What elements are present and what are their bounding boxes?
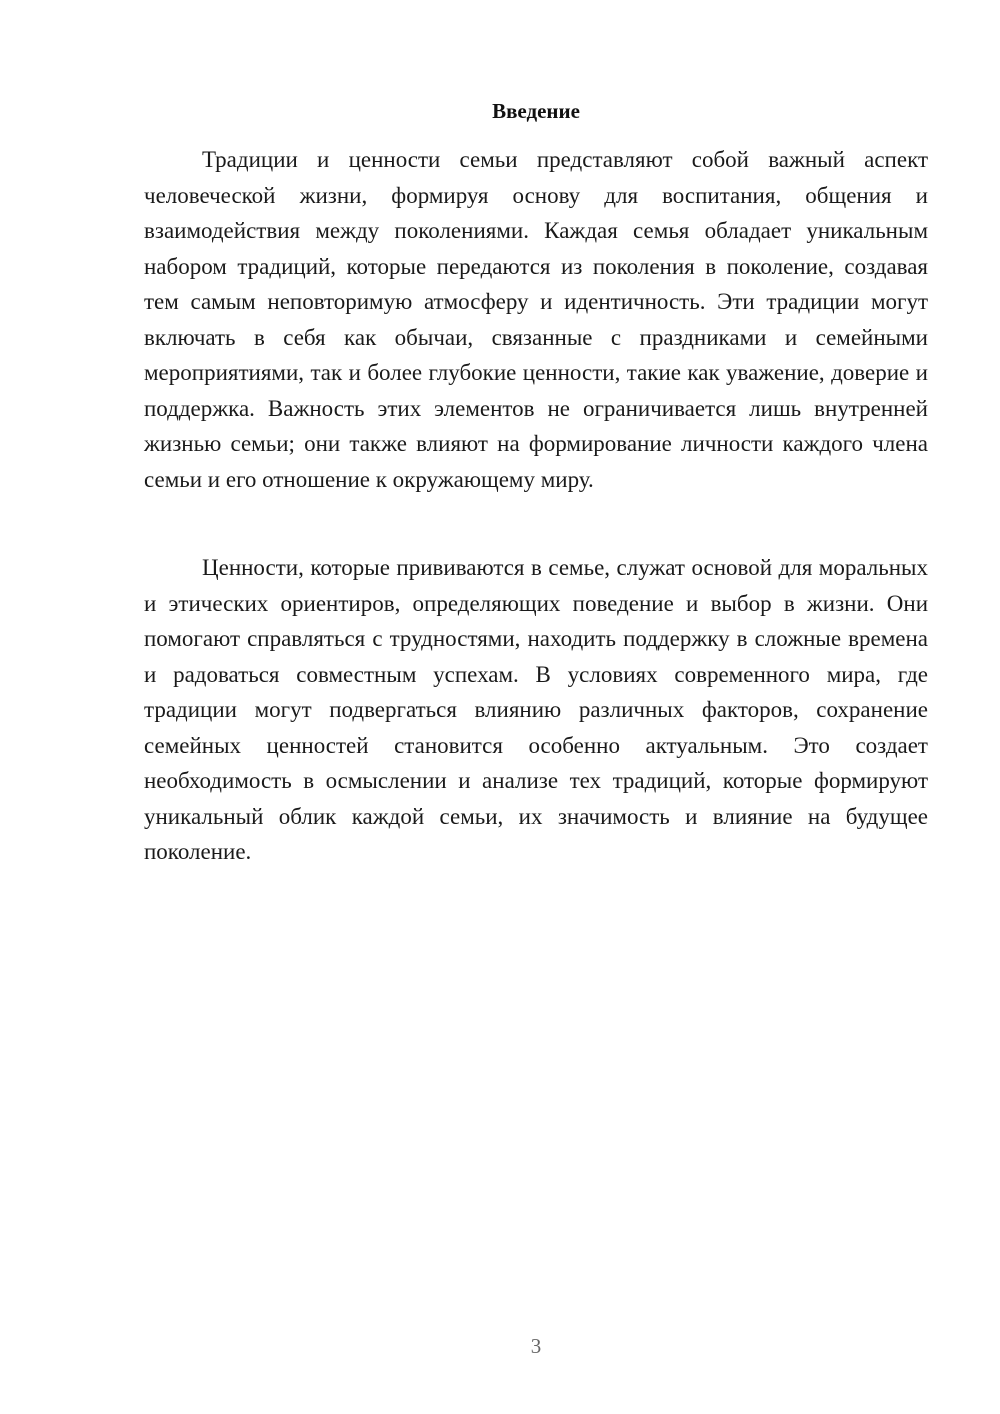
section-heading: Введение (492, 99, 580, 123)
paragraph-2: Ценности, которые прививаются в семье, служат основой для моральных и этических ориентиров, определяющих поведение и выбор в жизни. Они помогают справляться с трудностями, находить поддержку в сложные времена и радоваться совместным успехам. В условиях современного мира, где традиции могут подвергаться влиянию различных факторов, сохранение семейных ценностей становится особенно актуальным. Это создает необходимость в осмыслении и анализе тех традиций, которые формируют уникальный облик каждой семьи, их значимость и влияние на будущее поколение. (144, 555, 928, 864)
paragraph-1: Традиции и ценности семьи представляют собой важный аспект человеческой жизни, формируя основу для воспитания, общения и взаимодействия между поколениями. Каждая семья обладает уникальным набором традиций, которые передаются из поколения в поколение, создавая тем самым неповторимую атмосферу и идентичность. Эти традиции могут включать в себя как обычаи, связанные с праздниками и семейными мероприятиями, так и более глубокие ценности, такие как уважение, доверие и поддержка. Важность этих элементов не ограничивается лишь внутренней жизнью семьи; они также влияют на формирование личности каждого члена семьи и его отношение к окружающему миру. (144, 147, 928, 492)
page-number: 3 (530, 1334, 542, 1358)
